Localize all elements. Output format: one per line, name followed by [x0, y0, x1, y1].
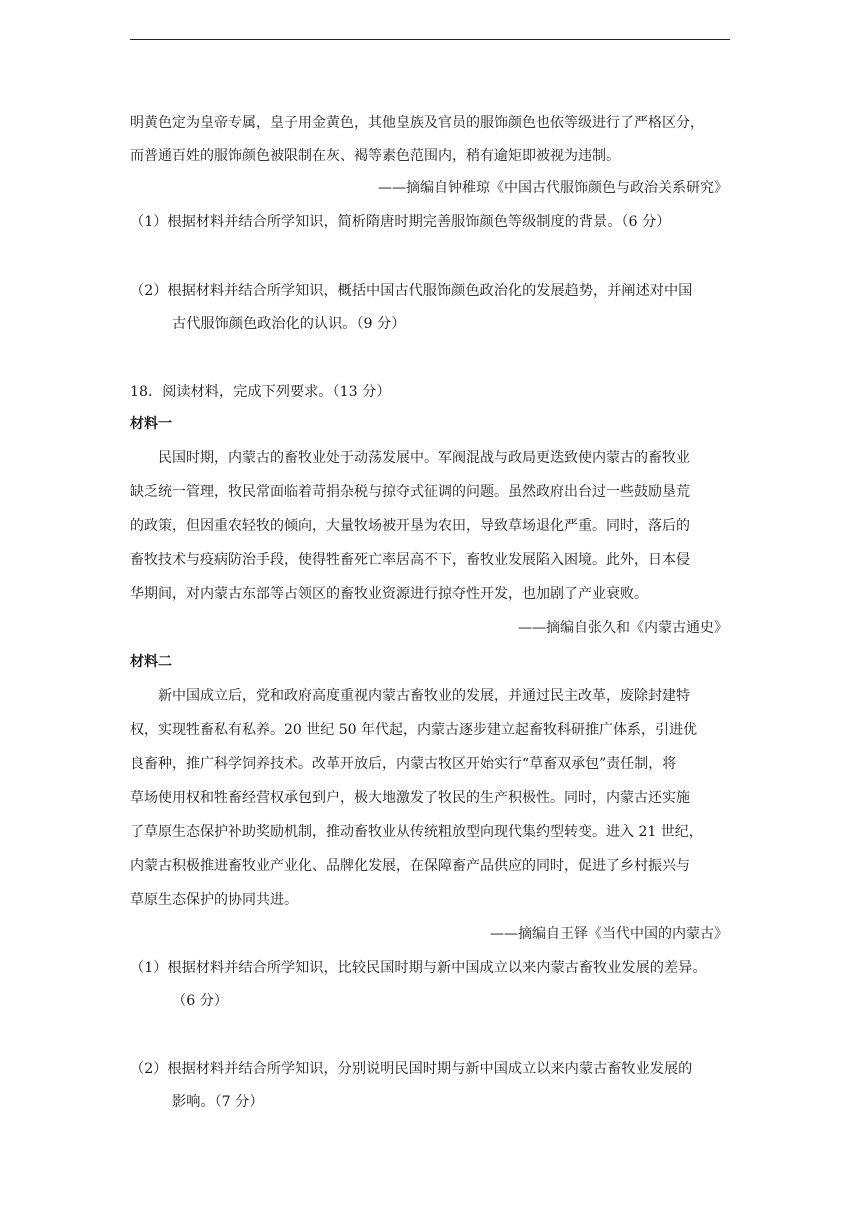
q18-m1-source: ——摘编自张久和《内蒙古通史》 [518, 620, 728, 636]
q17-sub2-line1: （2）根据材料并结合所学知识，概括中国古代服饰颜色政治化的发展趋势，并阐述对中国 [130, 283, 693, 299]
q18-m2-line: 良畜种，推广科学饲养技术。改革开放后，内蒙古牧区开始实行“草畜双承包”责任制，将 [130, 756, 677, 772]
q18-material2-label: 材料二 [130, 654, 172, 670]
material-source: ——摘编自钟稚琼《中国古代服饰颜色与政治关系研究》 [378, 180, 728, 196]
q18-m2-line: 内蒙古积极推进畜牧业产业化、品牌化发展，在保障畜产品供应的同时，促进了乡村振兴与 [130, 858, 690, 874]
q18-m1-line: 华期间，对内蒙古东部等占领区的畜牧业资源进行掠夺性开发，也加剧了产业衰败。 [130, 586, 648, 602]
q18-m2-line: 新中国成立后，党和政府高度重视内蒙古畜牧业的发展，并通过民主改革，废除封建特 [158, 688, 690, 704]
q17-sub2-line2: 古代服饰颜色政治化的认识。（9 分） [172, 316, 406, 332]
q18-m2-line: 了草原生态保护补助奖励机制，推动畜牧业从传统粗放型向现代集约型转变。进入 21 世纪， [130, 824, 703, 840]
header-rule [130, 39, 730, 40]
q18-sub2-line1: （2）根据材料并结合所学知识，分别说明民国时期与新中国成立以来内蒙古畜牧业发展的 [130, 1061, 693, 1077]
q18-m1-line: 缺乏统一管理，牧民常面临着苛捐杂税与掠夺式征调的问题。虽然政府出台过一些鼓励垦荒 [130, 484, 690, 500]
q17-sub1: （1）根据材料并结合所学知识，简析隋唐时期完善服饰颜色等级制度的背景。（6 分） [130, 214, 671, 230]
material-line-2: 而普通百姓的服饰颜色被限制在灰、褐等素色范围内，稍有逾矩即被视为违制。 [130, 148, 620, 164]
material-line-1: 明黄色定为皇帝专属，皇子用金黄色，其他皇族及官员的服饰颜色也依等级进行了严格区分， [130, 115, 704, 131]
q18-m2-line: 草原生态保护的协同共进。 [130, 892, 298, 908]
q18-m2-line: 权，实现牲畜私有私养。20 世纪 50 年代起，内蒙古逐步建立起畜牧科研推广体系，引进优 [130, 722, 697, 738]
q18-m1-line: 民国时期，内蒙古的畜牧业处于动荡发展中。军阀混战与政局更迭致使内蒙古的畜牧业 [158, 450, 690, 466]
q18-sub2-line2: 影响。（7 分） [172, 1094, 264, 1110]
q18-m2-source: ——摘编自王铎《当代中国的内蒙古》 [490, 926, 728, 942]
q18-m2-line: 草场使用权和牲畜经营权承包到户，极大地激发了牧民的生产积极性。同时，内蒙古还实施 [130, 790, 690, 806]
q18-sub1-line2: （6 分） [172, 993, 229, 1009]
q18-m1-line: 的政策，但因重农轻牧的倾向，大量牧场被开垦为农田，导致草场退化严重。同时，落后的 [130, 518, 690, 534]
q18-title: 18．阅读材料，完成下列要求。（13 分） [130, 384, 391, 400]
q18-sub1-line1: （1）根据材料并结合所学知识，比较民国时期与新中国成立以来内蒙古畜牧业发展的差异。 [130, 960, 707, 976]
q18-m1-line: 畜牧技术与疫病防治手段，使得牲畜死亡率居高不下，畜牧业发展陷入困境。此外，日本侵 [130, 552, 690, 568]
q18-material1-label: 材料一 [130, 416, 172, 432]
